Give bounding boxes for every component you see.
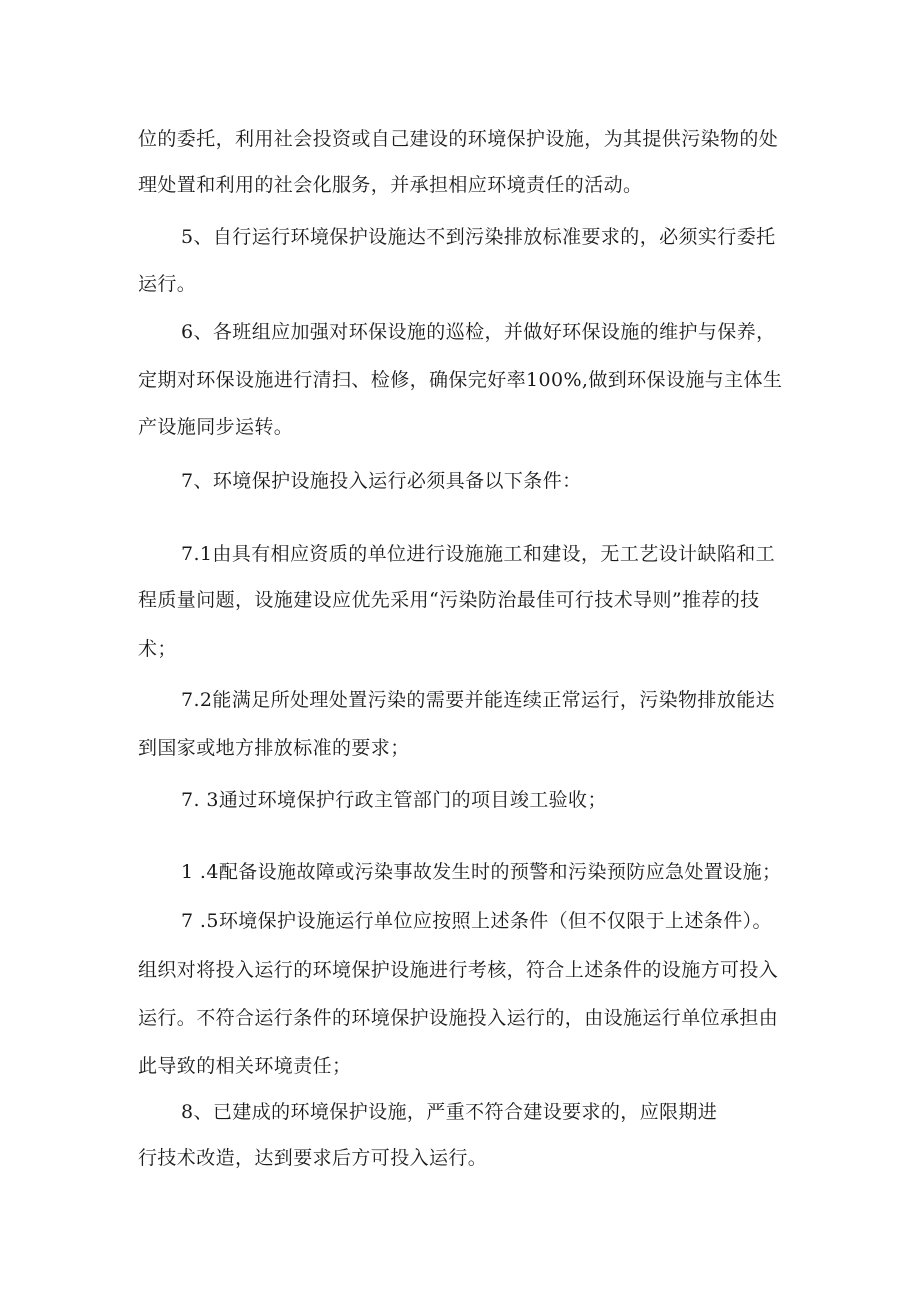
item-7-2-line-1: 7.2能满足所处理处置污染的需要并能连续正常运行，污染物排放能达 <box>181 689 776 711</box>
item-6-line-1: 6、各班组应加强对环保设施的巡检，并做好环保设施的维护与保养， <box>181 321 776 343</box>
item-8-line-2: 行技术改造，达到要求后方可投入运行。 <box>138 1147 488 1169</box>
item-7-1-line-3: 术； <box>138 638 177 660</box>
item-7-heading: 7、环境保护设施投入运行必须具备以下条件： <box>181 470 582 492</box>
item-7-5-line-3: 运行。不符合运行条件的环境保护设施投入运行的，由设施运行单位承担由 <box>138 1007 779 1029</box>
item-7-5-line-1: 7 .5环境保护设施运行单位应按照上述条件（但不仅限于上述条件）。 <box>181 910 772 932</box>
item-7-4-line: 1 .4配备设施故障或污染事故发生时的预警和污染预防应急处置设施； <box>181 861 782 883</box>
paragraph-continuation-line-1: 位的委托，利用社会投资或自己建设的环境保护设施，为其提供污染物的处 <box>138 128 779 150</box>
item-6-line-2: 定期对环保设施进行清扫、检修，确保完好率100%,做到环保设施与主体生 <box>138 369 783 391</box>
item-7-1-line-1: 7.1由具有相应资质的单位进行设施施工和建设，无工艺设计缺陷和工 <box>181 543 776 565</box>
item-7-2-line-2: 到国家或地方排放标准的要求； <box>138 737 410 759</box>
item-7-5-line-2: 组织对将投入运行的环境保护设施进行考核，符合上述条件的设施方可投入 <box>138 959 779 981</box>
item-7-1-line-2: 程质量问题，设施建设应优先采用“污染防治最佳可行技术导则”推荐的技 <box>138 589 760 611</box>
item-7-5-line-4: 此导致的相关环境责任； <box>138 1055 352 1077</box>
item-5-line-1: 5、自行运行环境保护设施达不到污染排放标准要求的，必须实行委托 <box>181 226 776 248</box>
paragraph-continuation-line-2: 理处置和利用的社会化服务，并承担相应环境责任的活动。 <box>138 174 643 196</box>
item-6-line-3: 产设施同步运转。 <box>138 416 294 438</box>
item-7-3-line: 7. 3通过环境保护行政主管部门的项目竣工验收； <box>181 789 607 811</box>
item-8-line-1: 8、已建成的环境保护设施，严重不符合建设要求的，应限期进 <box>181 1101 718 1123</box>
item-5-line-2: 运行。 <box>138 273 197 295</box>
